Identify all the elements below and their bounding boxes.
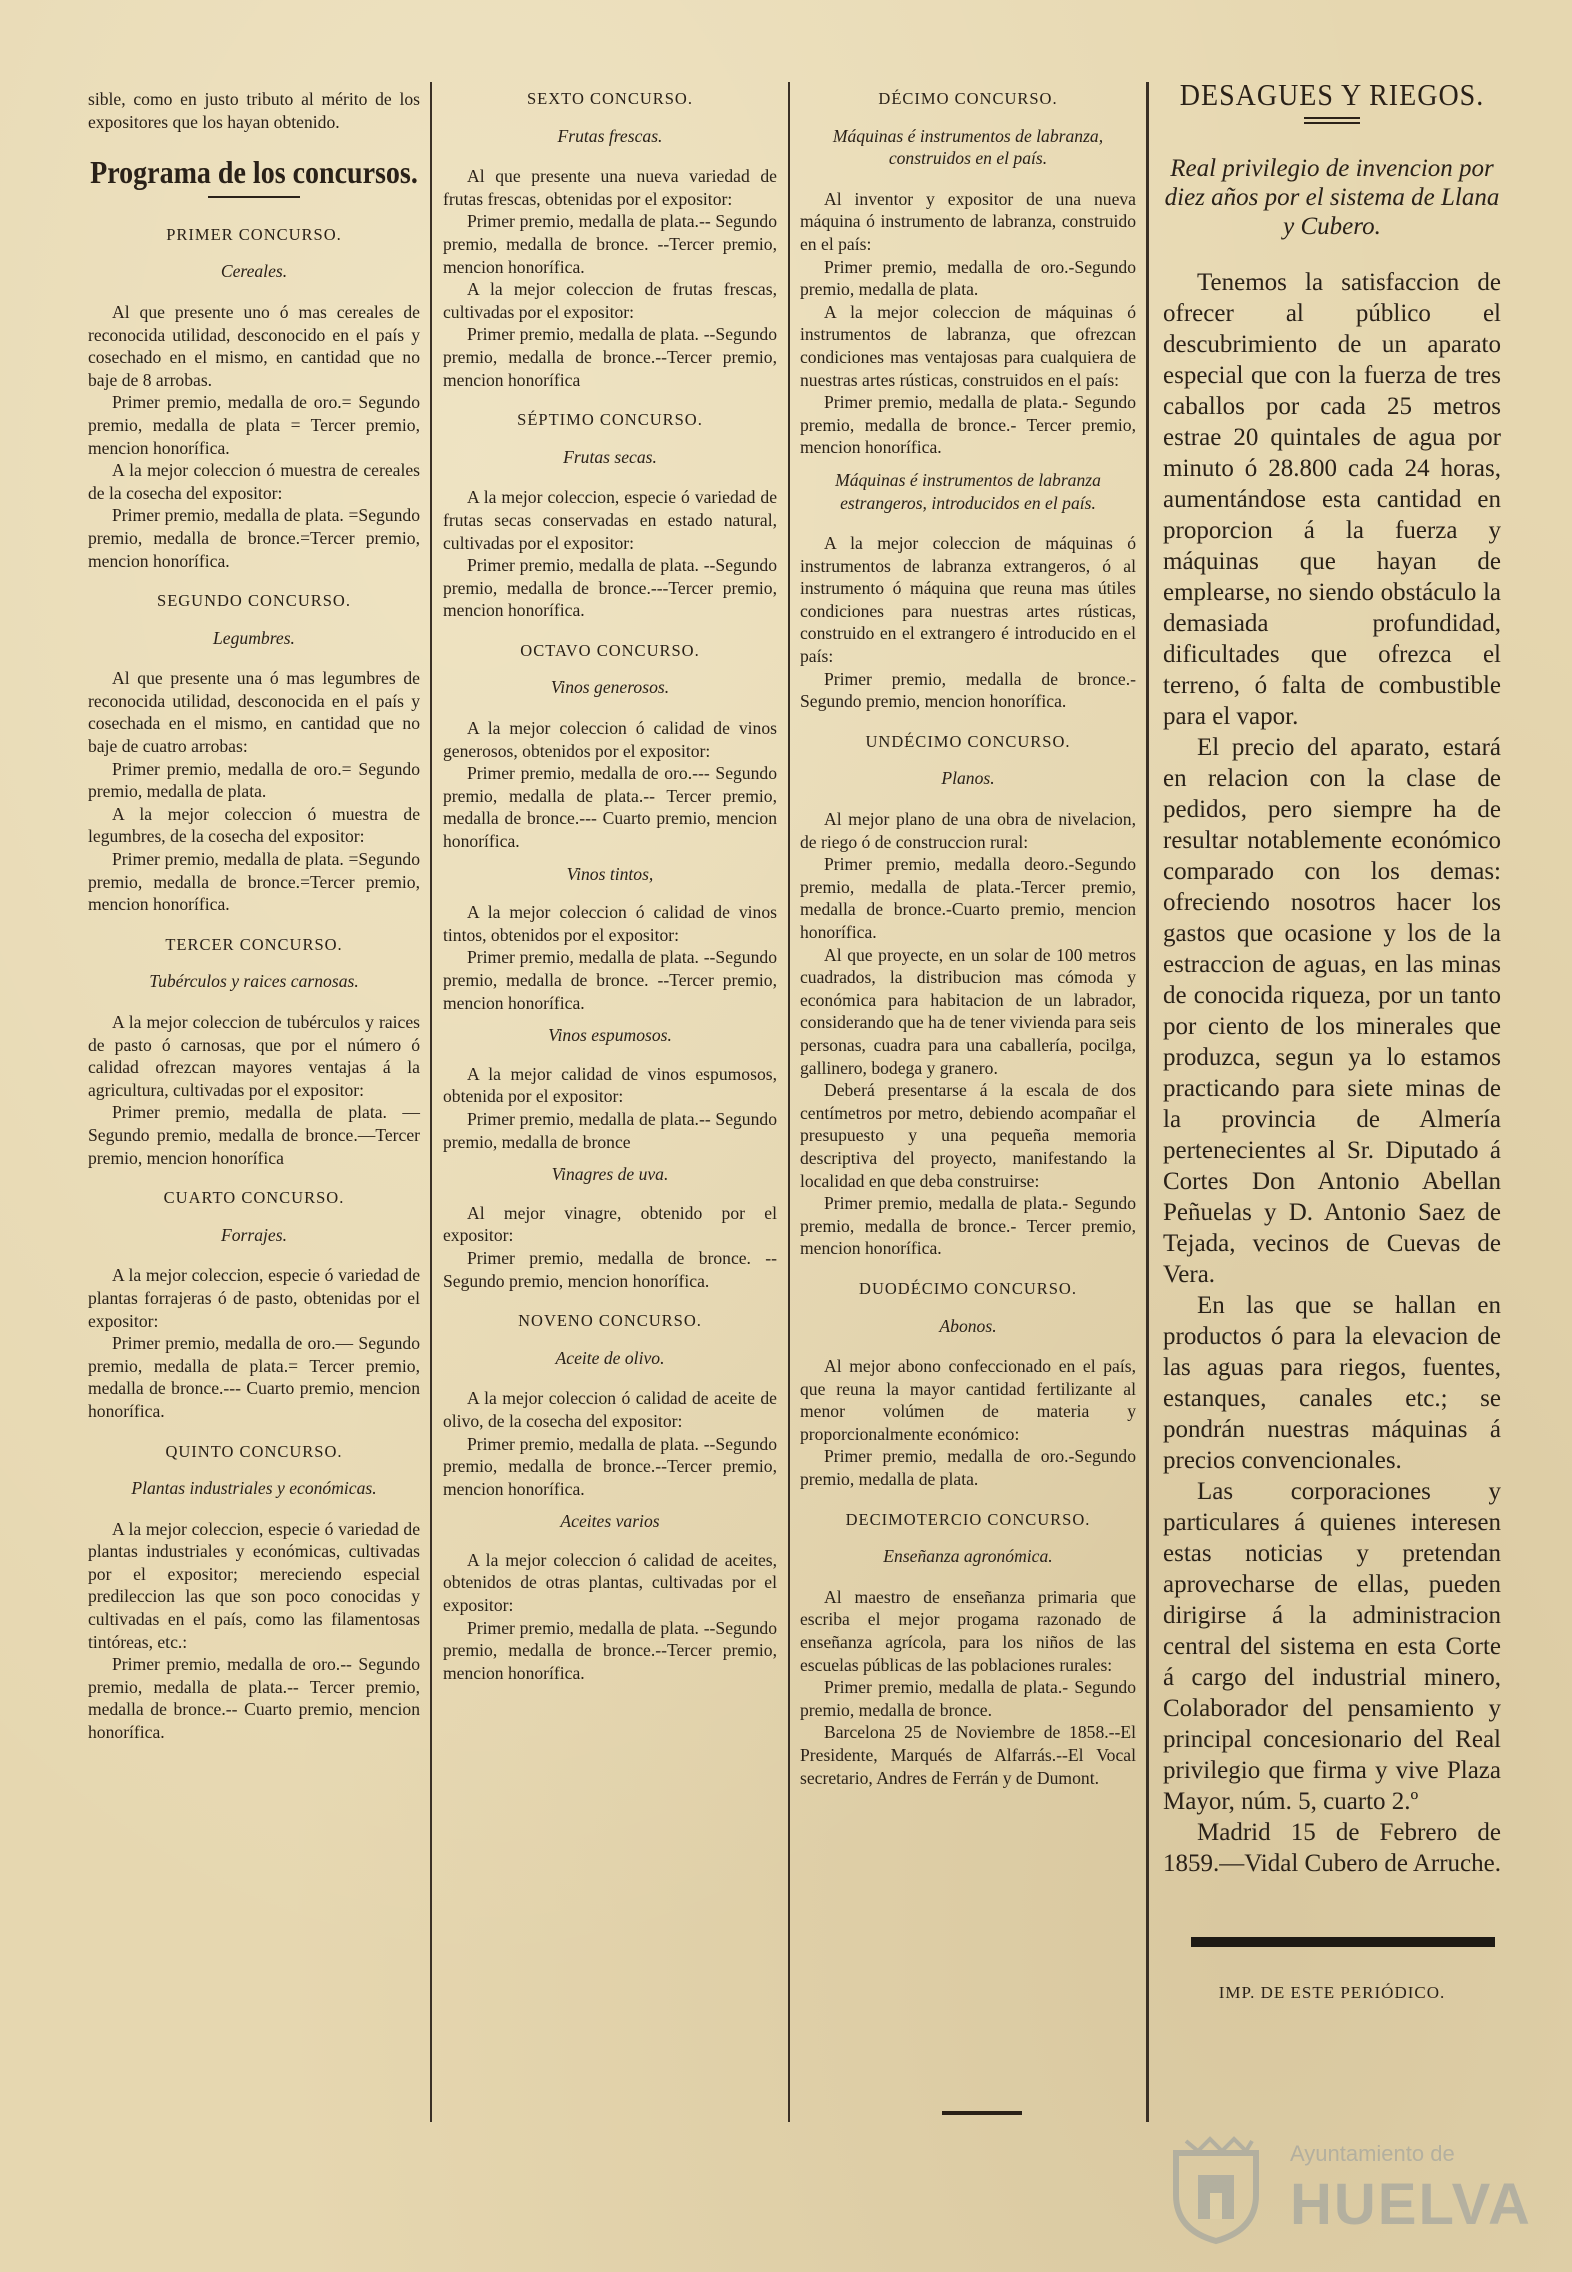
prize-paragraph: Primer premio, medalla de oro.-Segundo premio, medalla de plata. bbox=[800, 256, 1136, 300]
contest-subheading: Frutas secas. bbox=[563, 446, 657, 467]
contest-subheading: Vinos espumosos. bbox=[548, 1025, 672, 1046]
paragraph: A la mejor coleccion ó calidad de vinos tintos, obtenidos por el expositor: bbox=[443, 902, 777, 945]
contest-heading: OCTAVO CONCURSO. bbox=[520, 640, 700, 660]
title-divider bbox=[208, 196, 300, 198]
watermark-org: Ayuntamiento de bbox=[1290, 2141, 1455, 2166]
closing-bar bbox=[1191, 1937, 1495, 1947]
column-rule-2 bbox=[788, 82, 790, 2122]
city-crest-icon bbox=[1166, 2135, 1266, 2245]
column-1 bbox=[88, 88, 420, 1744]
prize-paragraph: Primer premio, medalla de plata.- Segundo premio, medalla de bronce.- Tercer premio, mencion honorífica. bbox=[800, 392, 1136, 458]
prize-paragraph: Primer premio, medalla deoro.-Segundo premio, medalla de plata.-Tercer premio, medalla de bronce.-Cuarto premio, mencion honorífica. bbox=[800, 854, 1136, 942]
contest-subheading: Tubérculos y raices carnosas. bbox=[149, 971, 359, 992]
column-rule-1 bbox=[430, 82, 432, 2122]
column-3 bbox=[800, 88, 1136, 1789]
prize-paragraph: Primer premio, medalla de plata. --Segundo premio, medalla de bronce.--Tercer premio, mencion honorífica bbox=[443, 324, 777, 390]
paragraph: A la mejor coleccion, especie ó variedad de frutas secas conservadas en estado natural, cultivadas por el expositor: bbox=[443, 487, 777, 553]
watermark-city: HUELVA bbox=[1290, 2172, 1532, 2237]
section-heading: DESAGUES Y RIEGOS. bbox=[1179, 78, 1485, 113]
contest-subheading: Cereales. bbox=[220, 261, 288, 282]
paragraph: En las que se hallan en productos ó para la elevacion de las aguas para riegos, fuentes, estanques, canales etc.; se pondrán nuestras máquinas á precios convencionales. bbox=[1163, 1292, 1501, 1474]
contest-subheading: Vinagres de uva. bbox=[551, 1164, 669, 1185]
privilege-subtitle: Real privilegio de invencion por diez años por el sistema de Llana y Cubero. bbox=[1164, 155, 1500, 240]
contest-subheading: Enseñanza agronómica. bbox=[883, 1546, 1053, 1567]
prize-paragraph: Primer premio, medalla de oro.= Segundo premio, medalla de plata. bbox=[88, 758, 420, 802]
contest-heading: DECIMOTERCIO CONCURSO. bbox=[845, 1509, 1091, 1529]
paragraph: A la mejor coleccion ó muestra de cereales de la cosecha del expositor: bbox=[88, 460, 420, 503]
contest-heading: PRIMER CONCURSO. bbox=[166, 224, 342, 244]
contest-heading: QUINTO CONCURSO. bbox=[165, 1441, 343, 1461]
column-rule-3 bbox=[1146, 82, 1149, 2122]
prize-paragraph: Primer premio, medalla de oro.= Segundo premio, medalla de plata = Tercer premio, mencion honorífica. bbox=[88, 392, 420, 458]
prize-paragraph: Primer premio, medalla de oro.--- Segundo premio, medalla de plata.-- Tercer premio, medalla de bronce.--- Cuarto premio, mencion honorífica. bbox=[443, 763, 777, 852]
contest-heading: NOVENO CONCURSO. bbox=[518, 1311, 702, 1331]
prize-paragraph: Primer premio, medalla de plata. --Segundo premio, medalla de bronce.--Tercer premio, mencion honorífica. bbox=[443, 1617, 777, 1683]
end-divider bbox=[942, 2111, 1022, 2115]
prize-paragraph: Primer premio, medalla de bronce. --Segundo premio, mencion honorífica. bbox=[443, 1247, 777, 1291]
prize-paragraph: Primer premio, medalla de plata. --Segundo premio, medalla de bronce. --Tercer premio, mencion honorífica. bbox=[443, 947, 777, 1013]
column-2 bbox=[443, 88, 777, 1684]
contest-subheading: Planos. bbox=[941, 768, 995, 789]
contest-subheading: Aceite de olivo. bbox=[555, 1347, 665, 1368]
contest-heading: SÉPTIMO CONCURSO. bbox=[517, 410, 703, 430]
paragraph: Tenemos la satisfaccion de ofrecer al público el descubrimiento de un aparato especial que con la fuerza de tres caballos por cada 25 metros estrae 20 quintales de agua por minuto ó 28.800 cada 24 horas, aumentándose esta cantidad en proporcion á la fuerza y máquinas que hayan de emplearse, no siendo obstáculo la demasiada profundidad, dificultades que ofrezca el terreno, ó falta de combustible para el vapor. bbox=[1163, 269, 1501, 730]
signature-paragraph: Barcelona 25 de Noviembre de 1858.--El Presidente, Marqués de Alfarrás.--El Vocal secretario, Andres de Ferrán y de Dumont. bbox=[800, 1722, 1136, 1788]
paragraph: Al que presente uno ó mas cereales de reconocida utilidad, desconocido en el país y cosechado en el mismo, en cantidad que no baje de 8 arrobas. bbox=[88, 301, 420, 390]
prize-paragraph: Primer premio, medalla de bronce.- Segundo premio, mencion honorífica. bbox=[800, 668, 1136, 712]
paragraph: Al mejor plano de una obra de nivelacion, de riego ó de construccion rural: bbox=[800, 809, 1136, 852]
archive-watermark bbox=[1166, 2135, 1532, 2245]
heading-divider bbox=[1304, 117, 1360, 124]
contest-heading: DUODÉCIMO CONCURSO. bbox=[859, 1278, 1077, 1298]
prize-paragraph: Primer premio, medalla de plata. =Segundo premio, medalla de bronce.=Tercer premio, mencion honorífica. bbox=[88, 849, 420, 915]
paragraph: Al mejor vinagre, obtenido por el expositor: bbox=[443, 1202, 777, 1246]
paragraph: El precio del aparato, estará en relacion con la clase de pedidos, pero siempre ha de resultar notablemente económico comparado con los demas: ofreciendo nosotros hacer los gastos que ocasione y los de la estraccion de aguas, en las minas de conocida riqueza, por un tanto por ciento de los minerales que produzca, segun ya lo estamos practicando para siete minas de la provincia de Almería pertenecientes al Sr. Diputado á Cortes Don Antonio Abellan Peñuelas y D. Antonio Saez de Tejada, vecinos de Cuevas de Vera. bbox=[1163, 734, 1501, 1288]
paragraph: A la mejor coleccion ó calidad de aceite de olivo, de la cosecha del expositor: bbox=[443, 1388, 777, 1431]
paragraph: Deberá presentarse á la escala de dos centímetros por metro, debiendo acompañar el presupuesto y una pequeña memoria descriptiva del proyecto, manifestando la localidad en que deba construirse: bbox=[800, 1080, 1136, 1191]
prize-paragraph: Primer premio, medalla de plata. =Segundo premio, medalla de bronce.=Tercer premio, mencion honorífica. bbox=[88, 505, 420, 571]
paragraph: A la mejor coleccion ó muestra de legumbres, de la cosecha del expositor: bbox=[88, 803, 420, 847]
prize-paragraph: Primer premio, medalla de plata. —Segundo premio, medalla de bronce.—Tercer premio, mencion honorífica bbox=[88, 1102, 420, 1168]
prize-paragraph: Primer premio, medalla de plata. --Segundo premio, medalla de bronce.---Tercer premio, mencion honorífica. bbox=[443, 555, 777, 621]
paragraph: A la mejor coleccion, especie ó variedad de plantas industriales y económicas, cultivadas por el expositor; mereciendo especial predileccion las que son poco conocidas y cultivadas en el país, como las filamentosas tintóreas, etc.: bbox=[88, 1518, 420, 1652]
prize-paragraph: Primer premio, medalla de oro.— Segundo premio, medalla de plata.= Tercer premio, medalla de bronce.--- Cuarto premio, mencion honorífica. bbox=[88, 1333, 420, 1421]
paragraph: A la mejor coleccion de frutas frescas, cultivadas por el expositor: bbox=[443, 279, 777, 322]
paragraph: A la mejor coleccion de máquinas ó instrumentos de labranza, que ofrezcan condiciones mas ventajosas para cualquiera de nuestras artes rústicas, construidos en el país: bbox=[800, 301, 1136, 390]
column-4 bbox=[1163, 78, 1502, 2008]
contest-subheading: Plantas industriales y económicas. bbox=[131, 1478, 377, 1499]
contest-subheading: Vinos tintos, bbox=[566, 863, 654, 884]
prize-paragraph: Primer premio, medalla de oro.-Segundo premio, medalla de plata. bbox=[800, 1446, 1136, 1490]
prize-paragraph: Primer premio, medalla de plata.- Segundo premio, medalla de bronce. bbox=[800, 1677, 1136, 1720]
paragraph: A la mejor calidad de vinos espumosos, obtenida por el expositor: bbox=[443, 1063, 777, 1107]
program-title: Programa de los concursos. bbox=[90, 155, 418, 192]
prize-paragraph: Primer premio, medalla de plata. --Segundo premio, medalla de bronce.--Tercer premio, mencion honorífica. bbox=[443, 1433, 777, 1499]
paragraph: Al inventor y expositor de una nueva máquina ó instrumento de labranza, construido en el país: bbox=[800, 188, 1136, 254]
contest-subheading: Máquinas é instrumentos de labranza, construidos en el país. bbox=[832, 125, 1104, 169]
paragraph: A la mejor coleccion ó calidad de aceites, obtenidos de otras plantas, cultivadas por el expositor: bbox=[443, 1549, 777, 1616]
paragraph: Al que presente una nueva variedad de frutas frescas, obtenidas por el expositor: bbox=[443, 166, 777, 209]
paragraph: A la mejor coleccion, especie ó variedad de plantas forrajeras ó de pasto, obtenidas por el expositor: bbox=[88, 1265, 420, 1331]
paragraph: Al mejor abono confeccionado en el país, que reuna la mayor cantidad fertilizante al menor volúmen de materia y proporcionalmente económico: bbox=[800, 1356, 1136, 1444]
prize-paragraph: Primer premio, medalla de oro.-- Segundo premio, medalla de plata.-- Tercer premio, medalla de bronce.-- Cuarto premio, mencion honorífica. bbox=[88, 1654, 420, 1743]
contest-subheading: Legumbres. bbox=[213, 627, 295, 648]
contest-heading: SEXTO CONCURSO. bbox=[527, 89, 693, 108]
prize-paragraph: Primer premio, medalla de plata.-- Segundo premio, medalla de bronce. --Tercer premio, mencion honorífica. bbox=[443, 211, 777, 277]
contest-subheading: Forrajes. bbox=[221, 1224, 287, 1245]
contest-subheading: Abonos. bbox=[939, 1315, 997, 1336]
paragraph: A la mejor coleccion de tubérculos y raices de pasto ó carnosas, que por el número ó calidad ofrezcan mayores ventajas á la agricultura, cultivadas por el expositor: bbox=[88, 1012, 420, 1100]
contest-heading: UNDÉCIMO CONCURSO. bbox=[865, 731, 1071, 751]
paragraph: Al que proyecte, en un solar de 100 metros cuadrados, la distribucion mas cómoda y económica para habitacion de un labrador, considerando que ha de tener vivienda para seis personas, cuadra para una caballería, pocilga, gallinero, bodega y granero. bbox=[800, 944, 1136, 1078]
paragraph: A la mejor coleccion de máquinas ó instrumentos de labranza extrangeros, ó al instrumento ó máquina que reuna mas útiles condiciones para nuestras artes rústicas, construido en el extrangero é introducido en el país: bbox=[800, 533, 1136, 667]
contest-subheading: Frutas frescas. bbox=[557, 125, 663, 146]
contest-subheading: Máquinas é instrumentos de labranza estrangeros, introducidos en el país. bbox=[835, 469, 1101, 513]
imprint: IMP. DE ESTE PERIÓDICO. bbox=[1218, 1983, 1446, 2002]
contest-heading: CUARTO CONCURSO. bbox=[163, 1188, 345, 1208]
contest-heading: SEGUNDO CONCURSO. bbox=[157, 591, 351, 611]
prize-paragraph: Primer premio, medalla de plata.- Segundo premio, medalla de bronce.- Tercer premio, mencion honorífica. bbox=[800, 1193, 1136, 1259]
contest-subheading: Vinos generosos. bbox=[550, 677, 670, 698]
dateline-signature: Madrid 15 de Febrero de 1859.—Vidal Cubero de Arruche. bbox=[1163, 1819, 1502, 1877]
intro-paragraph: sible, como en justo tributo al mérito de los expositores que los hayan obtenido. bbox=[88, 89, 420, 132]
paragraph: Al maestro de enseñanza primaria que escriba el mejor progama razonado de enseñanza agrícola, para los niños de las escuelas públicas de las poblaciones rurales: bbox=[800, 1586, 1136, 1675]
paragraph: Al que presente una ó mas legumbres de reconocida utilidad, desconocida en el país y cosechada en el mismo, en cantidad que no baje de cuatro arrobas: bbox=[88, 668, 420, 757]
paragraph: A la mejor coleccion ó calidad de vinos generosos, obtenidos por el expositor: bbox=[443, 718, 777, 761]
prize-paragraph: Primer premio, medalla de plata.-- Segundo premio, medalla de bronce bbox=[443, 1108, 777, 1152]
contest-heading: TERCER CONCURSO. bbox=[165, 934, 343, 954]
contest-subheading: Aceites varios bbox=[560, 1511, 660, 1532]
contest-heading: DÉCIMO CONCURSO. bbox=[878, 89, 1058, 108]
paragraph: Las corporaciones y particulares á quienes interesen estas noticias y pretendan aprovecharse de ellas, pueden dirigirse á la administracion central del sistema en esta Corte á cargo del industrial minero, Colaborador del pensamiento y principal concesionario del Real privilegio que firma y vive Plaza Mayor, núm. 5, cuarto 2.º bbox=[1163, 1478, 1501, 1815]
